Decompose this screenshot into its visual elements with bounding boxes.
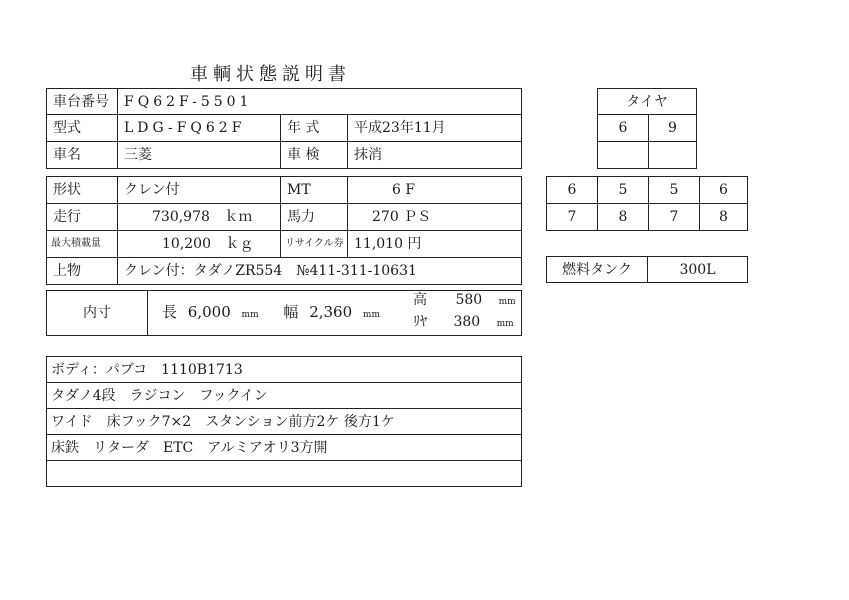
- payload-cell: [118, 231, 281, 258]
- tire-header: タイヤ: [598, 89, 697, 115]
- tire-rear-cell: 6: [547, 177, 598, 204]
- tire-rear-cell: 6: [700, 177, 748, 204]
- tire-front-right-2: [649, 142, 697, 169]
- mileage-label: 走行: [47, 204, 118, 231]
- mileage-unit: ｋｍ: [224, 209, 253, 225]
- document-title: 車輌状態説明書: [190, 64, 351, 85]
- vehicle-info-table: [46, 88, 522, 169]
- length-value: 6,000: [187, 303, 231, 321]
- height-label: 高: [413, 292, 427, 308]
- fuel-tank-value: 300L: [648, 257, 748, 283]
- height-value: 580: [455, 292, 483, 308]
- year-label: 年 式: [281, 115, 348, 142]
- tire-rear-cell: 8: [598, 204, 649, 231]
- length-unit: mm: [241, 310, 259, 320]
- model-value: LDG-FQ62F: [118, 115, 281, 142]
- tire-front-left-2: [598, 142, 649, 169]
- notes-table: [46, 356, 522, 487]
- specs-table: [46, 176, 522, 285]
- maker-value: 三菱: [118, 142, 281, 169]
- tire-rear-table: [546, 176, 748, 231]
- dimensions-table: [46, 290, 522, 336]
- rear-height-unit: mm: [496, 319, 514, 329]
- note-line: タダノ4段 ラジコン フックイン: [47, 383, 522, 409]
- tire-rear-cell: 5: [598, 177, 649, 204]
- tire-rear-cell: 7: [649, 204, 700, 231]
- shape-value: クレン付: [118, 177, 281, 204]
- tire-front-left: 6: [598, 115, 649, 142]
- chassis-number-value: FQ62F-5501: [118, 89, 522, 115]
- note-line: [47, 461, 522, 487]
- tire-front-table: [597, 88, 697, 169]
- length-label: 長: [162, 303, 178, 321]
- inspection-label: 車 検: [281, 142, 348, 169]
- recycle-value: 11,010 円: [348, 231, 522, 258]
- mt-label: MT: [281, 177, 348, 204]
- note-line: 床鉄 リターダ ETC アルミアオリ3方開: [47, 435, 522, 461]
- payload-unit: ｋｇ: [225, 236, 254, 252]
- dimensions-values: [148, 291, 522, 336]
- equipment-label: 上物: [47, 258, 118, 285]
- tire-rear-cell: 5: [649, 177, 700, 204]
- width-value: 2,360: [309, 303, 353, 321]
- note-line: ワイド 床フック7×2 スタンション前方2ケ 後方1ケ: [47, 409, 522, 435]
- tire-rear-cell: 8: [700, 204, 748, 231]
- width-unit: mm: [362, 310, 380, 320]
- fuel-tank-label: 燃料タンク: [547, 257, 648, 283]
- width-label: 幅: [283, 303, 299, 321]
- note-line: ボディ：パブコ 1110B1713: [47, 357, 522, 383]
- tire-front-right: 9: [649, 115, 697, 142]
- mileage-value: 730,978: [152, 209, 210, 225]
- model-label: 型式: [47, 115, 118, 142]
- rear-height-label: ﾘﾔ: [413, 314, 427, 330]
- equipment-value: クレン付：タダノZR554 №411-311-10631: [118, 258, 522, 285]
- height-unit: mm: [498, 297, 516, 307]
- power-label: 馬力: [281, 204, 348, 231]
- chassis-number-label: 車台番号: [47, 89, 118, 115]
- year-value: 平成23年11月: [348, 115, 522, 142]
- mileage-cell: [118, 204, 281, 231]
- power-value: 270 ＰＳ: [348, 204, 522, 231]
- rear-height-value: 380: [453, 314, 481, 330]
- dimensions-label: 内寸: [47, 291, 148, 336]
- recycle-label: リサイクル券: [281, 231, 348, 258]
- payload-label: 最大積載量: [47, 231, 118, 258]
- payload-value: 10,200: [162, 236, 211, 252]
- inspection-value: 抹消: [348, 142, 522, 169]
- mt-value: 6 F: [348, 177, 522, 204]
- fuel-tank-table: [546, 256, 748, 283]
- shape-label: 形状: [47, 177, 118, 204]
- tire-rear-cell: 7: [547, 204, 598, 231]
- maker-label: 車名: [47, 142, 118, 169]
